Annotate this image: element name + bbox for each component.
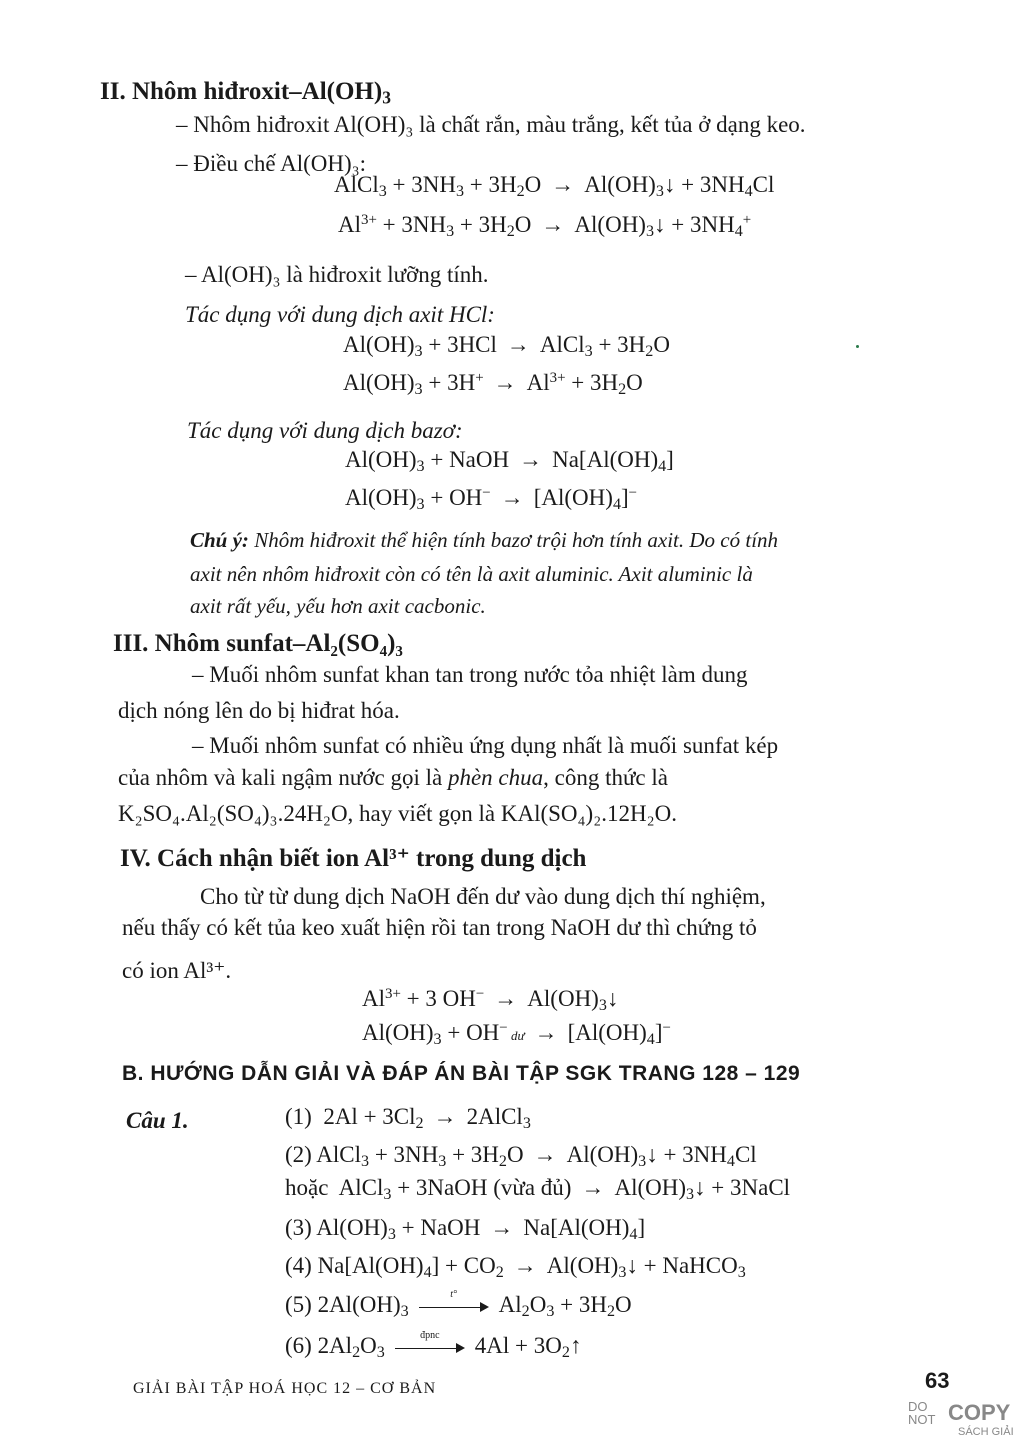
section-b-heading: B. HƯỚNG DẪN GIẢI VÀ ĐÁP ÁN BÀI TẬP SGK TRANG 128 – 129 [122,1062,801,1085]
equation-6: $Al(OH)_3 + OH^- \to [Al(OH)_4]^-$ [345,484,638,514]
equation-3: $Al(OH)_3 + 3HCl$ → AlCl$_3$ + $3H_2O$ [343,332,670,361]
equation-5: $Al(OH)_3$ + NaOH → $Na[Al(OH)_4]$ [345,447,674,476]
note-line-3: axit rất yếu, yếu hơn axit cacbonic. [190,594,486,618]
stray-dot [856,345,859,348]
base-label: Tác dụng với dung dịch bazơ: [187,418,463,443]
note-line-2: axit nên nhôm hiđroxit còn có tên là axit aluminic. Axit aluminic là [190,562,753,586]
page-number: 63 [925,1368,950,1393]
answer-5: (5) $2Al(OH)_3$ t° $Al_2O_3 + 3H_2O$ [285,1288,632,1321]
section-3-p1b: dịch nóng lên do bị hiđrat hóa. [118,698,400,723]
section-4-p3: có ion Al³⁺. [122,958,232,983]
equation-8: $Al(OH)_3 + OH^-$ dư → $[Al(OH)_4]^-$ [362,1019,671,1049]
equation-4: $Al(OH)_3 + 3H^+ \to Al^{3+} + 3H_2O$ [343,369,643,399]
section-3-p2c: K₂SO₄.Al₂(SO₄)₃.24H₂O, hay viết gọn là KAl(SO₄)₂.12H₂O. [118,801,677,826]
equation-7: $Al^{3+} + 3$ $OH^- \to Al(OH)_3↓$ [362,985,619,1015]
section-3-heading: III. Nhôm sunfat–Al₂(SO₄)₃ [113,630,403,657]
electrolysis-arrow: đpnc [395,1338,465,1358]
equation-2: $Al^{3+} + 3NH_3 + 3H_2O$ → $Al(OH)_3↓ + 3NH_4^+$ [338,211,752,241]
section-2-line-3: – Al(OH)₃ là hiđroxit lưỡng tính. [185,262,489,287]
section-2-heading: II. Nhôm hiđroxit–$Al(OH)_3$ [100,78,391,108]
logo-do-not: DO NOT [908,1399,936,1427]
watermark-logo [908,1400,1020,1444]
answer-2b: hoặc AlCl$_3$ + 3NaOH (vừa đủ) → $Al(OH)_3↓$ + 3NaCl [285,1175,791,1204]
section-4-heading: IV. Cách nhận biết ion Al³⁺ trong dung dịch [120,845,587,872]
heat-arrow: t° [419,1297,489,1317]
answer-2: (2) AlCl$_3$ + $3NH_3 + 3H_2O$ → $Al(OH)_3↓ + 3NH_4Cl$ [285,1142,757,1171]
logo-sach-giai: SÁCH GIẢI [958,1426,1014,1438]
note-line-1: Chú ý: Nhôm hiđroxit thể hiện tính bazơ trội hơn tính axit. Do có tính [190,528,779,552]
acid-label: Tác dụng với dung dịch axit HCl: [185,302,495,327]
answer-3: (3) $Al(OH)_3$ + NaOH → $Na[Al(OH)_4]$ [285,1215,646,1244]
section-4-p1: Cho từ từ dung dịch NaOH đến dư vào dung dịch thí nghiệm, [200,884,766,909]
section-3-p1a: – Muối nhôm sunfat khan tan trong nước tỏa nhiệt làm dung [192,662,748,687]
section-2-line-1: – Nhôm hiđroxit Al(OH)₃ là chất rắn, màu trắng, kết tủa ở dạng keo. [176,112,806,137]
answer-1: (1) $2Al + 3Cl_2$ → 2AlCl$_3$ [285,1104,531,1133]
section-4-p2: nếu thấy có kết tủa keo xuất hiện rồi tan trong NaOH dư thì chứng tỏ [122,915,757,940]
cau-1-label: Câu 1. [126,1108,189,1133]
footer-title: GIẢI BÀI TẬP HOÁ HỌC 12 – CƠ BẢN [133,1380,437,1397]
section-3-p2a: – Muối nhôm sunfat có nhiều ứng dụng nhất là muối sunfat kép [192,733,779,758]
section-2-line-2: – Điều chế Al(OH)₃: [176,151,367,176]
equation-1: AlCl$_3$ + $3NH_3 + 3H_2O$ → $Al(OH)_3↓ + 3NH_4Cl$ [334,172,775,201]
answer-4: (4) $Na[Al(OH)_4] + CO_2$ → $Al(OH)_3↓$ + NaHCO$_3$ [285,1253,746,1282]
section-3-p2b: của nhôm và kali ngậm nước gọi là phèn chua, công thức là [118,765,668,790]
logo-copy: COPY [948,1400,1011,1425]
answer-6: (6) $2Al_2O_3$ đpnc $4Al + 3O_2↑$ [285,1329,582,1362]
